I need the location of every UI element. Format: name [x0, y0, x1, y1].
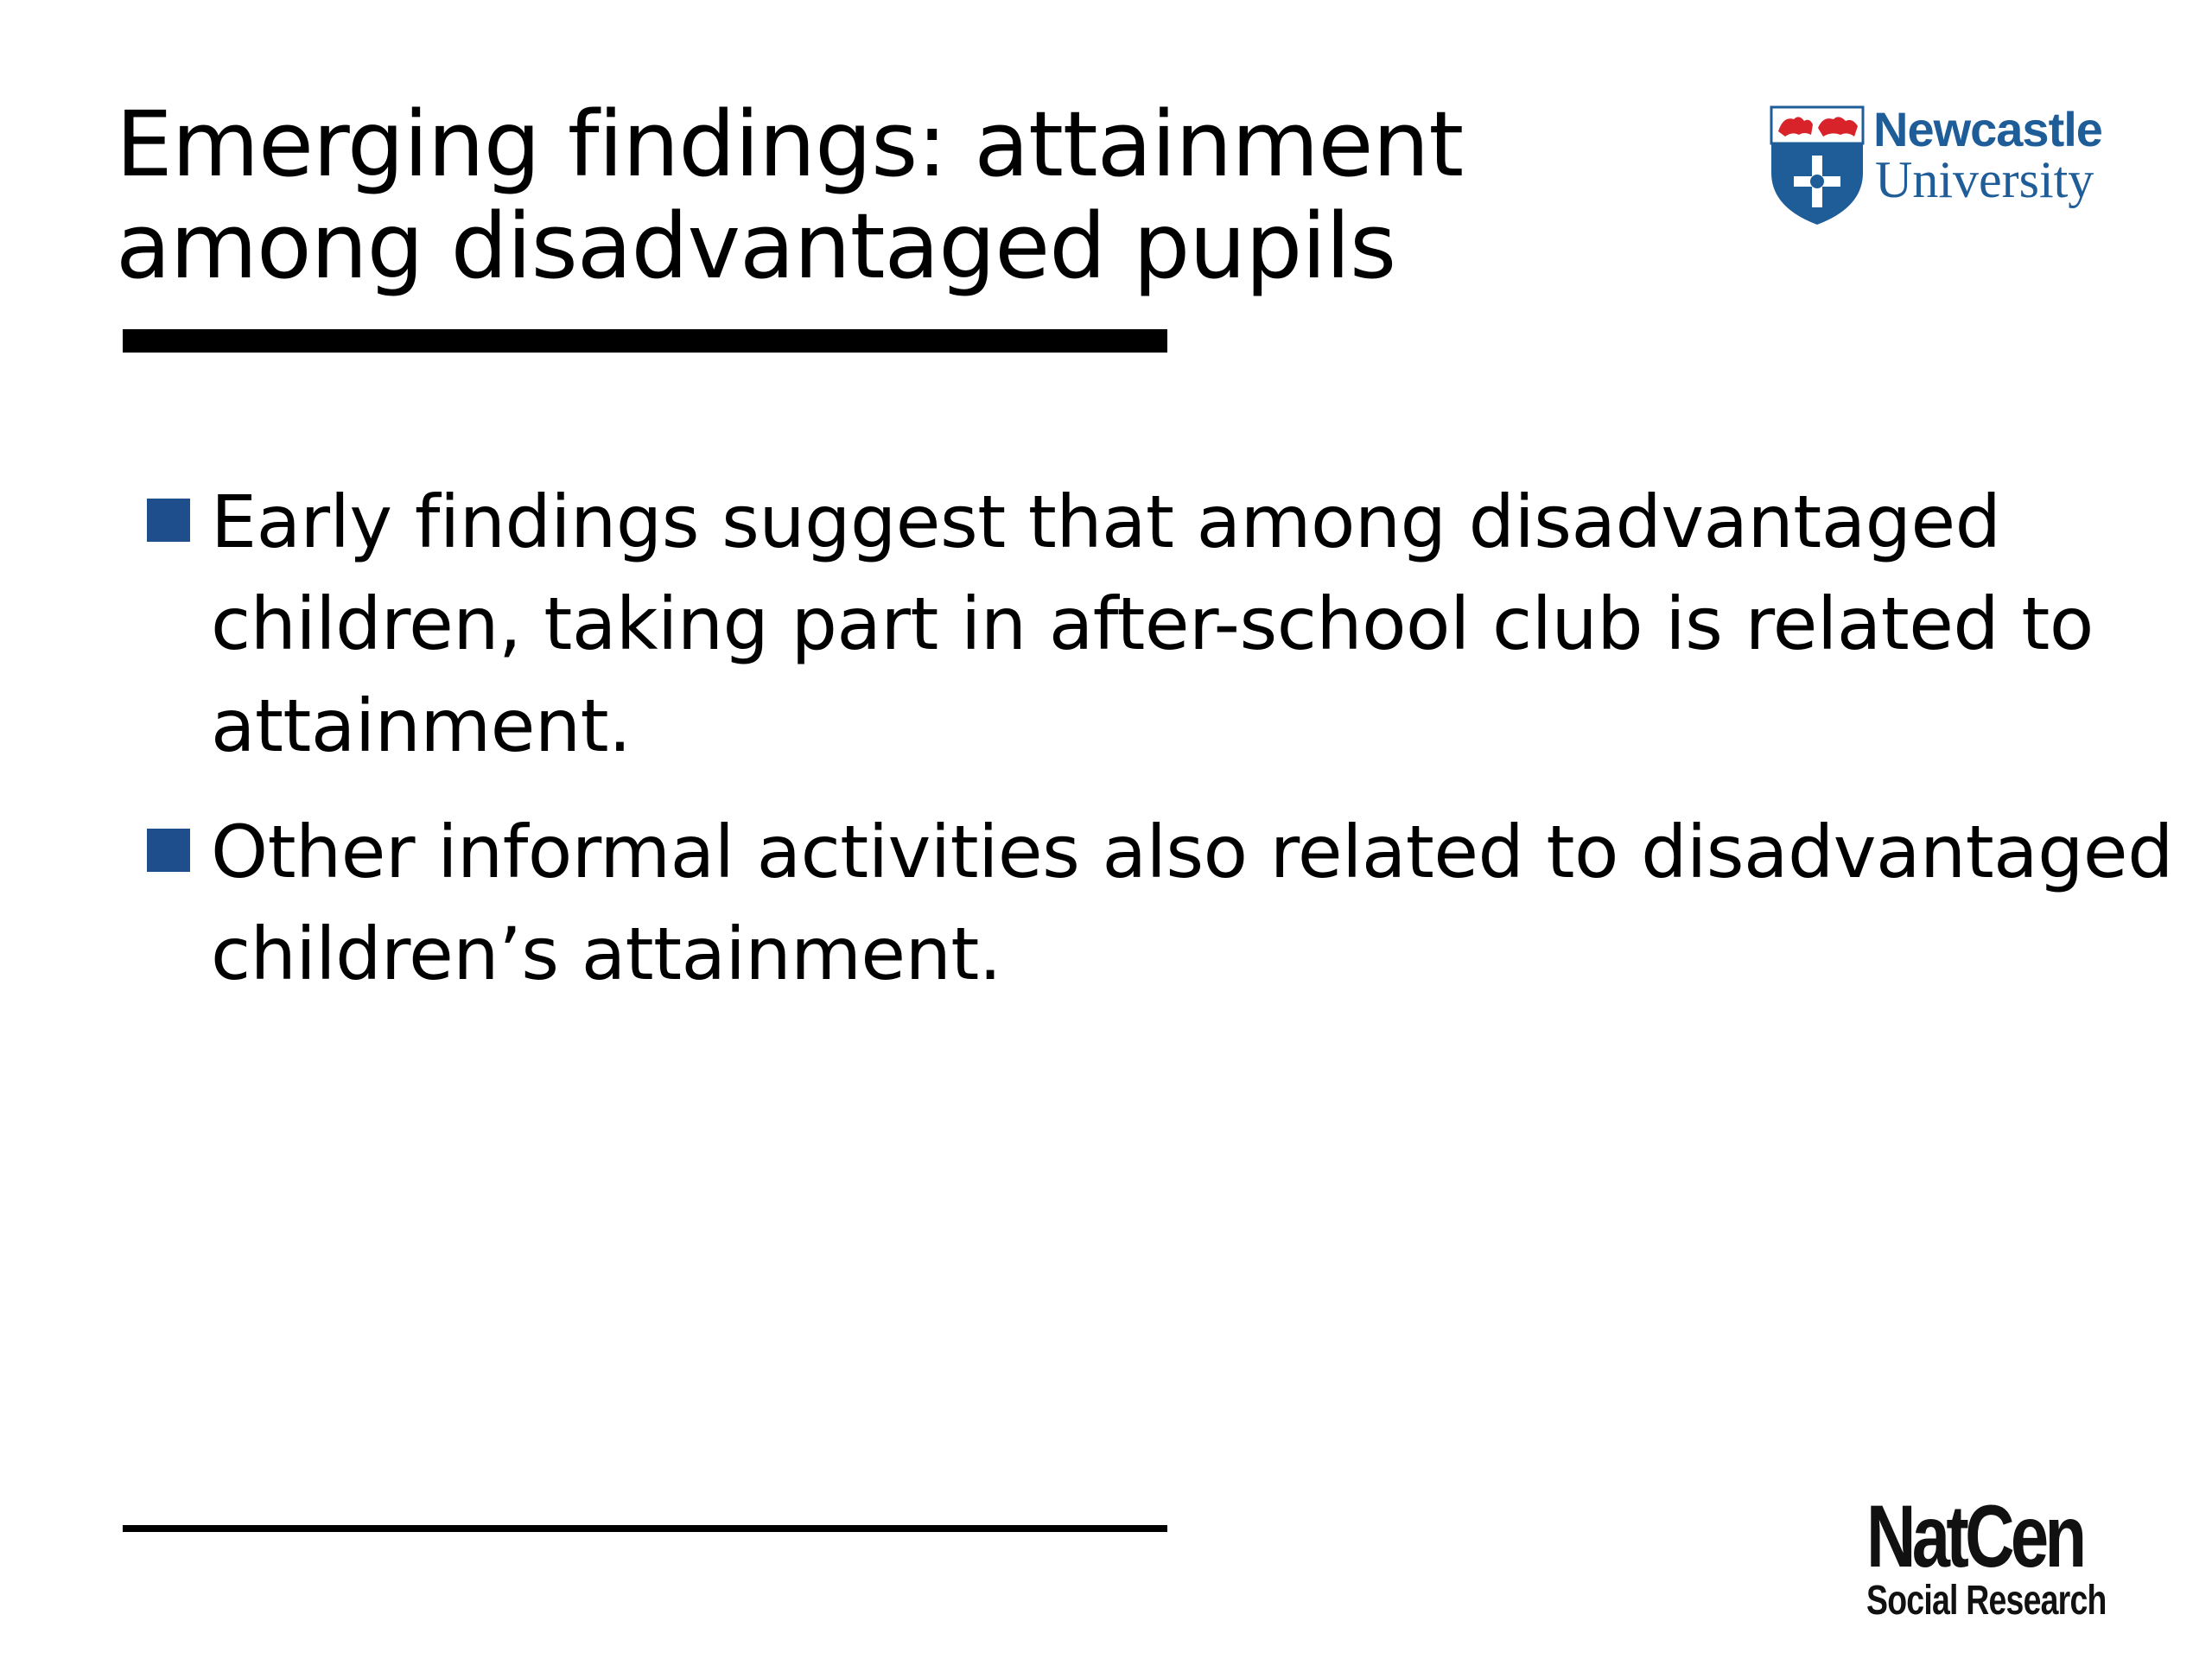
newcastle-logo-name: Newcastle: [1873, 102, 2102, 156]
newcastle-logo-sub: University: [1875, 151, 2094, 208]
slide-title-line-2: among disadvantaged pupils: [116, 194, 1396, 299]
bullet-2-line-2: children’s attainment.: [211, 912, 1001, 996]
bullet-item-2: [147, 801, 2173, 1005]
natcen-logo-name: NatCen: [1866, 1487, 2083, 1586]
bullet-text-2: [211, 801, 2173, 1005]
bullet-list: [147, 471, 2173, 1029]
bullet-1-line-1: Early findings suggest that among disadvantaged: [211, 480, 2001, 564]
slide-title-line-1: Emerging findings: attainment: [116, 92, 1464, 197]
square-bullet-icon: [147, 829, 190, 872]
bullet-item-1: [147, 471, 2094, 777]
bullet-text-1: [211, 471, 2094, 777]
slide-title: [116, 93, 1585, 297]
bullet-2-line-1: Other informal activities also related to disadvantaged: [211, 810, 2173, 894]
bullet-1-line-3: attainment.: [211, 683, 632, 768]
newcastle-university-logo: [1770, 102, 2124, 226]
newcastle-crest-icon: [1770, 105, 1865, 226]
natcen-logo-sub: Social Research: [1866, 1578, 2107, 1624]
square-bullet-icon: [147, 499, 190, 542]
natcen-logo: [1866, 1487, 2126, 1640]
bullet-1-line-2: children, taking part in after-school club is related to: [211, 582, 2094, 666]
title-underline-rule: [123, 329, 1167, 353]
footer-rule: [123, 1525, 1167, 1532]
